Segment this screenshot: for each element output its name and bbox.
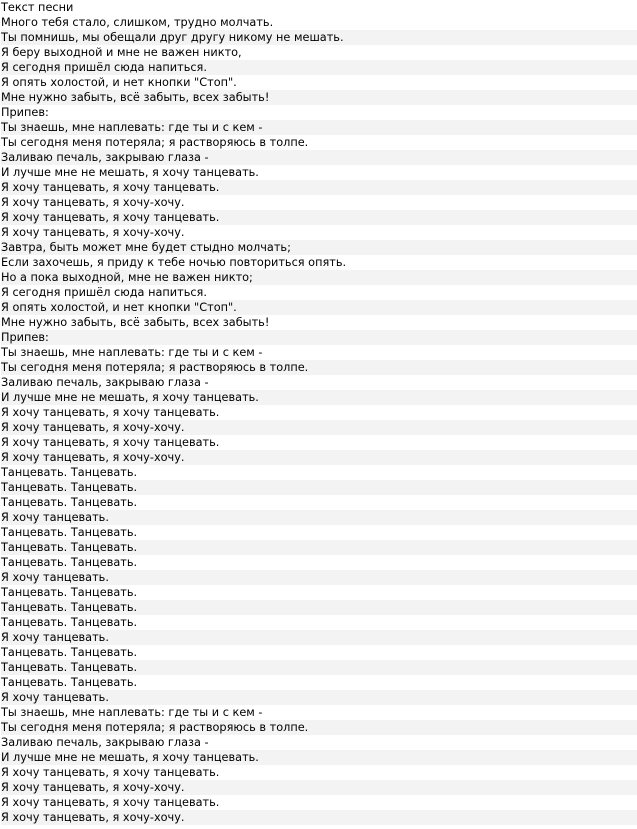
lyrics-line: Я сегодня пришёл сюда напиться. bbox=[1, 285, 637, 300]
lyrics-line: Мне нужно забыть, всё забыть, всех забыть! bbox=[1, 90, 637, 105]
lyrics-line: И лучше мне не мешать, я хочу танцевать. bbox=[1, 390, 637, 405]
lyrics-line: Я беру выходной и мне не важен никто, bbox=[1, 45, 637, 60]
lyrics-line: Но а пока выходной, мне не важен никто; bbox=[1, 270, 637, 285]
lyrics-line: Мне нужно забыть, всё забыть, всех забыть! bbox=[1, 315, 637, 330]
lyrics-line: Я опять холостой, и нет кнопки "Стоп". bbox=[1, 300, 637, 315]
lyrics-line: Ты знаешь, мне наплевать: где ты и с кем - bbox=[1, 120, 637, 135]
lyrics-line: Танцевать. Танцевать. bbox=[1, 480, 637, 495]
lyrics-line: Я хочу танцевать, я хочу танцевать. bbox=[1, 180, 637, 195]
lyrics-line: Я хочу танцевать, я хочу танцевать. bbox=[1, 435, 637, 450]
lyrics-line: Ты знаешь, мне наплевать: где ты и с кем - bbox=[1, 345, 637, 360]
lyrics-line: Завтра, быть может мне будет стыдно молчать; bbox=[1, 240, 637, 255]
lyrics-line: Я хочу танцевать. bbox=[1, 570, 637, 585]
lyrics-line: Я хочу танцевать, я хочу танцевать. bbox=[1, 765, 637, 780]
lyrics-line: Я сегодня пришёл сюда напиться. bbox=[1, 60, 637, 75]
lyrics-line: Я хочу танцевать, я хочу-хочу. bbox=[1, 195, 637, 210]
lyrics-line: Танцевать. Танцевать. bbox=[1, 555, 637, 570]
lyrics-line: Танцевать. Танцевать. bbox=[1, 615, 637, 630]
lyrics-body bbox=[1, 15, 637, 825]
lyrics-line: Припев: bbox=[1, 105, 637, 120]
lyrics-line: Я хочу танцевать, я хочу-хочу. bbox=[1, 420, 637, 435]
lyrics-title: Текст песни bbox=[1, 1, 74, 14]
lyrics-line: Я хочу танцевать, я хочу танцевать. bbox=[1, 210, 637, 225]
lyrics-line: Я опять холостой, и нет кнопки "Стоп". bbox=[1, 75, 637, 90]
lyrics-line: Ты сегодня меня потеряла; я растворяюсь в толпе. bbox=[1, 720, 637, 735]
lyrics-line: Танцевать. Танцевать. bbox=[1, 540, 637, 555]
lyrics-line: Я хочу танцевать. bbox=[1, 510, 637, 525]
lyrics-line: Танцевать. Танцевать. bbox=[1, 585, 637, 600]
lyrics-line: Я хочу танцевать. bbox=[1, 690, 637, 705]
lyrics-line: Заливаю печаль, закрываю глаза - bbox=[1, 150, 637, 165]
lyrics-line: И лучше мне не мешать, я хочу танцевать. bbox=[1, 165, 637, 180]
lyrics-line: Заливаю печаль, закрываю глаза - bbox=[1, 735, 637, 750]
lyrics-line: Я хочу танцевать, я хочу-хочу. bbox=[1, 810, 637, 825]
lyrics-line: Я хочу танцевать. bbox=[1, 630, 637, 645]
lyrics-line: И лучше мне не мешать, я хочу танцевать. bbox=[1, 750, 637, 765]
lyrics-line: Ты сегодня меня потеряла; я растворяюсь в толпе. bbox=[1, 135, 637, 150]
lyrics-line: Я хочу танцевать, я хочу танцевать. bbox=[1, 795, 637, 810]
lyrics-line: Припев: bbox=[1, 330, 637, 345]
lyrics-line: Танцевать. Танцевать. bbox=[1, 495, 637, 510]
lyrics-line: Много тебя стало, слишком, трудно молчать. bbox=[1, 15, 637, 30]
lyrics-line: Танцевать. Танцевать. bbox=[1, 600, 637, 615]
lyrics-line: Если захочешь, я приду к тебе ночью повториться опять. bbox=[1, 255, 637, 270]
lyrics-line: Я хочу танцевать, я хочу танцевать. bbox=[1, 405, 637, 420]
lyrics-line: Я хочу танцевать, я хочу-хочу. bbox=[1, 225, 637, 240]
lyrics-line: Заливаю печаль, закрываю глаза - bbox=[1, 375, 637, 390]
lyrics-line: Танцевать. Танцевать. bbox=[1, 645, 637, 660]
lyrics-line: Я хочу танцевать, я хочу-хочу. bbox=[1, 780, 637, 795]
lyrics-line: Ты сегодня меня потеряла; я растворяюсь в толпе. bbox=[1, 360, 637, 375]
lyrics-line: Ты знаешь, мне наплевать: где ты и с кем - bbox=[1, 705, 637, 720]
lyrics-line: Я хочу танцевать, я хочу-хочу. bbox=[1, 450, 637, 465]
lyrics-line: Танцевать. Танцевать. bbox=[1, 465, 637, 480]
lyrics-line: Ты помнишь, мы обещали друг другу никому не мешать. bbox=[1, 30, 637, 45]
lyrics-line: Танцевать. Танцевать. bbox=[1, 660, 637, 675]
lyrics-line: Танцевать. Танцевать. bbox=[1, 525, 637, 540]
lyrics-line: Танцевать. Танцевать. bbox=[1, 675, 637, 690]
